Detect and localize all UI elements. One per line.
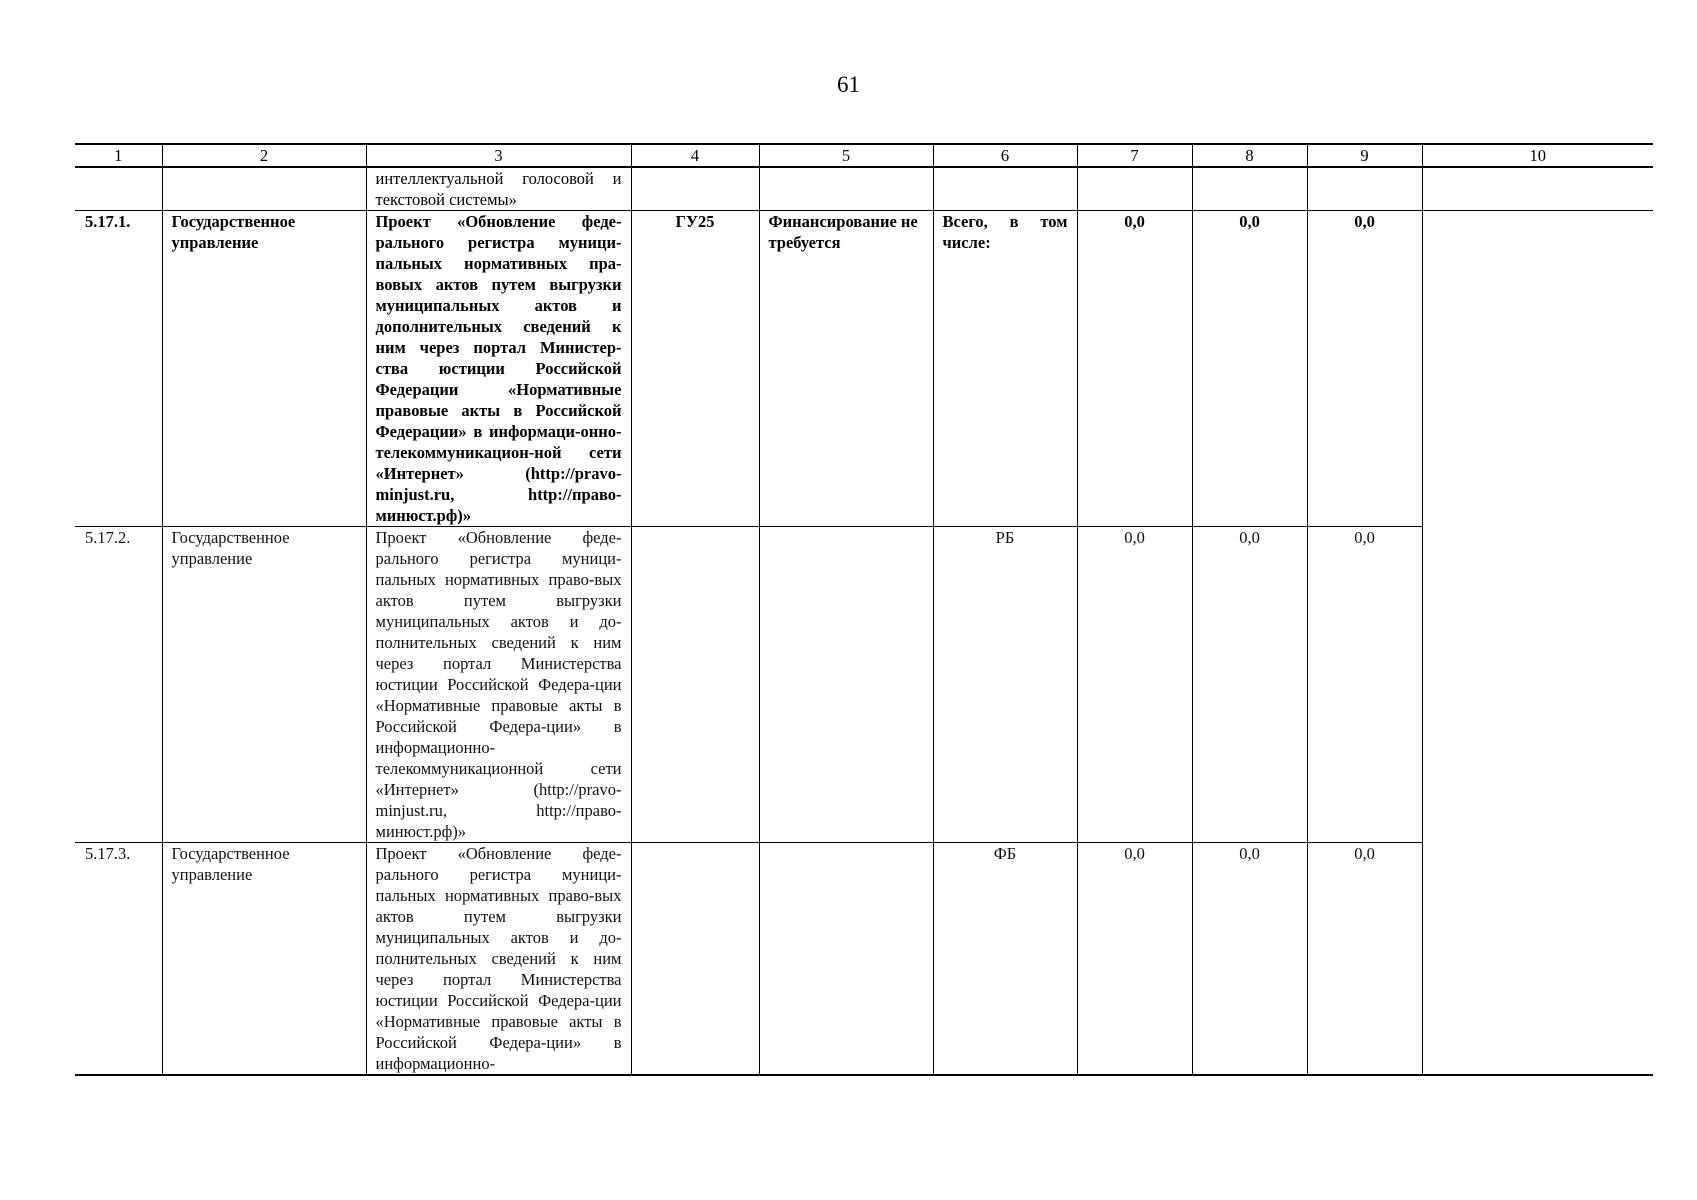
page-number: 61 <box>837 72 860 97</box>
column-number: 7 <box>1077 144 1192 167</box>
row-code-gu <box>631 843 759 1076</box>
row-source: РБ <box>933 527 1077 843</box>
program-table <box>75 143 1653 1076</box>
column-number: 3 <box>366 144 631 167</box>
row-value-7: 0,0 <box>1077 211 1192 527</box>
row-code-gu <box>631 527 759 843</box>
row-project: интеллектуальной голосовой и текстовой системы» <box>366 167 631 211</box>
row-financing <box>759 167 933 211</box>
row-col-10-merged <box>1422 211 1653 1076</box>
row-sector: Государственное управление <box>162 211 366 527</box>
row-value-8 <box>1192 167 1307 211</box>
row-value-9 <box>1307 167 1422 211</box>
row-code-gu <box>631 167 759 211</box>
row-value-7: 0,0 <box>1077 527 1192 843</box>
row-value-8: 0,0 <box>1192 843 1307 1076</box>
row-code: 5.17.3. <box>75 843 162 1076</box>
column-number: 9 <box>1307 144 1422 167</box>
row-source: Всего, в том числе: <box>933 211 1077 527</box>
column-number: 4 <box>631 144 759 167</box>
row-value-9: 0,0 <box>1307 843 1422 1076</box>
column-number: 6 <box>933 144 1077 167</box>
table-row <box>75 527 1653 843</box>
table-row <box>75 843 1653 1076</box>
table-row <box>75 211 1653 527</box>
row-value-7: 0,0 <box>1077 843 1192 1076</box>
row-financing <box>759 527 933 843</box>
row-financing: Финансирование не требуется <box>759 211 933 527</box>
row-code <box>75 167 162 211</box>
table-row <box>75 167 1653 211</box>
row-sector: Государственное управление <box>162 843 366 1076</box>
column-number: 8 <box>1192 144 1307 167</box>
row-value-9: 0,0 <box>1307 527 1422 843</box>
column-number: 1 <box>75 144 162 167</box>
row-source: ФБ <box>933 843 1077 1076</box>
row-source <box>933 167 1077 211</box>
row-col-10 <box>1422 167 1653 211</box>
row-value-8: 0,0 <box>1192 211 1307 527</box>
row-code: 5.17.2. <box>75 527 162 843</box>
row-project: Проект «Обновление феде-рального регистра муници-пальных нормативных право-вых актов путем выгрузки муниципальных актов и до-полнительных сведений к ним через портал Министерства юстиции Российской Федера-ции «Нормативные правовые акты в Российской Федера-ции» в информационно-телекоммуникационной сети «Интернет» (http://pravo-minjust.ru, http://право-минюст.рф)» <box>366 527 631 843</box>
row-project: Проект «Обновление феде-рального регистра муници-пальных нормативных пра-вовых актов путем выгрузки муниципальных актов и дополнительных сведений к ним через портал Министер-ства юстиции Российской Федерации «Нормативные правовые акты в Российской Федерации» в информаци-онно-телекоммуникацион-ной сети «Интернет» (http://pravo-minjust.ru, http://право-минюст.рф)» <box>366 211 631 527</box>
row-financing <box>759 843 933 1076</box>
row-value-9: 0,0 <box>1307 211 1422 527</box>
row-value-8: 0,0 <box>1192 527 1307 843</box>
column-number: 5 <box>759 144 933 167</box>
row-code-gu: ГУ25 <box>631 211 759 527</box>
row-value-7 <box>1077 167 1192 211</box>
column-numbers-row <box>75 144 1653 167</box>
column-number: 2 <box>162 144 366 167</box>
column-number: 10 <box>1422 144 1653 167</box>
row-sector <box>162 167 366 211</box>
row-code: 5.17.1. <box>75 211 162 527</box>
row-sector: Государственное управление <box>162 527 366 843</box>
row-project: Проект «Обновление феде-рального регистра муници-пальных нормативных право-вых актов путем выгрузки муниципальных актов и до-полнительных сведений к ним через портал Министерства юстиции Российской Федера-ции «Нормативные правовые акты в Российской Федера-ции» в информационно- <box>366 843 631 1076</box>
